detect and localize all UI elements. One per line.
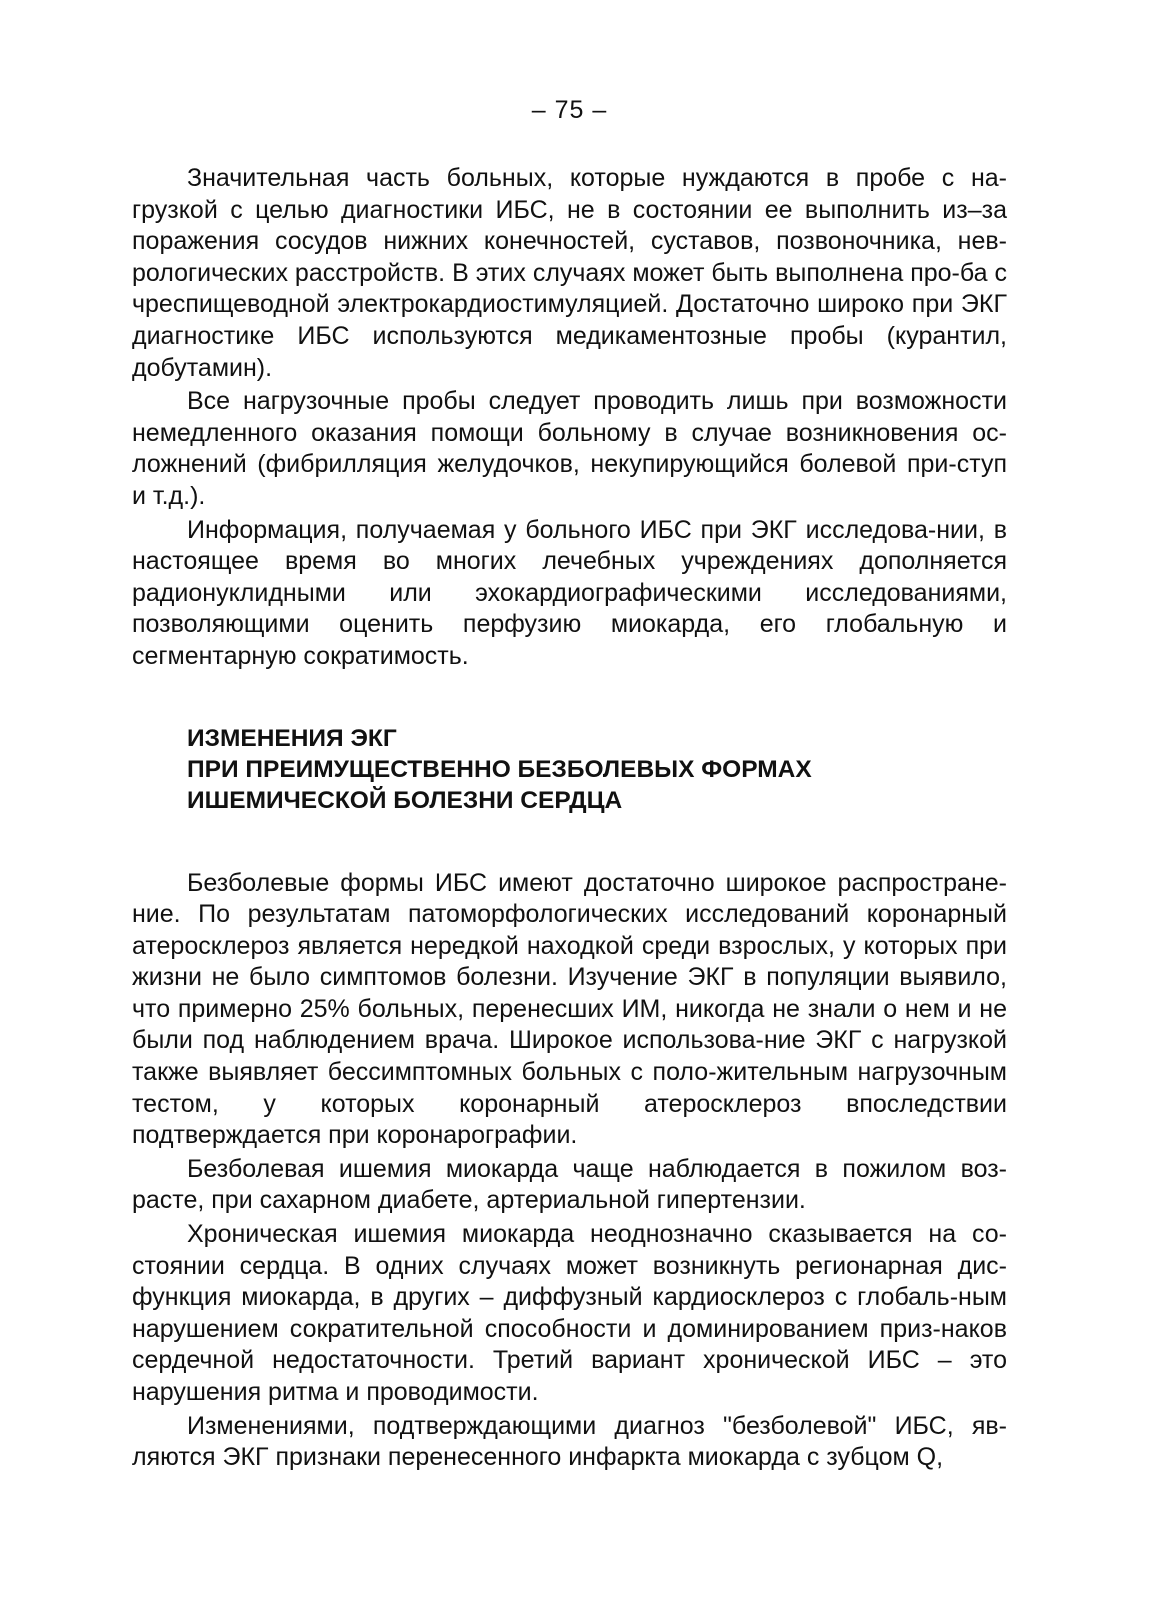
section-heading-line-1: ИЗМЕНЕНИЯ ЭКГ (187, 724, 397, 752)
document-page (132, 96, 1007, 1476)
paragraph-additional-studies: Информация, получаемая у больного ИБС при ЭКГ исследова-нии, в настоящее время во многих лечебных учреждениях дополняется радионуклидными или эхокардиографическими исследованиями, позволяющими оценить перфузию миокарда, его глобальную и сегментарную сократимость. (132, 515, 1007, 670)
section-heading-line-3: ИШЕМИЧЕСКОЙ БОЛЕЗНИ СЕРДЦА (187, 786, 623, 814)
paragraph-chronic-ischemia: Хроническая ишемия миокарда неоднозначно сказывается на со-стоянии сердца. В одних случаях может возникнуть регионарная дис-функция миокарда, в других – диффузный кардиосклероз с глобаль-ным нарушением сократительной способности и доминированием приз-наков сердечной недостаточности. Третий вариант хронической ИБС – это нарушения ритма и проводимости. (132, 1220, 1007, 1406)
paragraph-stress-test-limitations: Значительная часть больных, которые нуждаются в пробе с на-грузкой с целью диагностики ИБС, не в состоянии ее выполнить из–за поражения сосудов нижних конечностей, суставов, позвоночника, нев-рологических расстройств. В этих случаях может быть выполнена про-ба с чреспищеводной электрокардиостимуляцией. Достаточно широко при ЭКГ диагностике ИБС используются медикаментозные пробы (курантил, добутамин). (132, 164, 1007, 382)
page-number: – 75 – (531, 96, 608, 124)
section-heading-line-2: ПРИ ПРЕИМУЩЕСТВЕННО БЕЗБОЛЕВЫХ ФОРМАХ (187, 755, 812, 783)
paragraph-stress-test-safety: Все нагрузочные пробы следует проводить лишь при возможности немедленного оказания помощи больному в случае возникновения ос-ложнений (фибрилляция желудочков, некупирующийся болевой при-ступ и т.д.). (132, 387, 1007, 510)
paragraph-painless-forms: Безболевые формы ИБС имеют достаточно широкое распростране-ние. По результатам патоморфологических исследований коронарный атеросклероз является нередкой находкой среди взрослых, у которых при жизни не было симптомов болезни. Изучение ЭКГ в популяции выявило, что примерно 25% больных, перенесших ИМ, никогда не знали о нем и не были под наблюдением врача. Широкое использова-ние ЭКГ с нагрузкой также выявляет бессимптомных больных с поло-жительным нагрузочным тестом, у которых коронарный атеросклероз впоследствии подтверждается при коронарографии. (132, 868, 1007, 1150)
section-heading (187, 723, 1007, 816)
paragraph-diagnosis-changes: Изменениями, подтверждающими диагноз "безболевой" ИБС, яв-ляются ЭКГ признаки перенесенного инфаркта миокарда с зубцом Q, (132, 1411, 1007, 1472)
paragraph-painless-ischemia: Безболевая ишемия миокарда чаще наблюдается в пожилом воз-расте, при сахарном диабете, артериальной гипертензии. (132, 1154, 1007, 1215)
